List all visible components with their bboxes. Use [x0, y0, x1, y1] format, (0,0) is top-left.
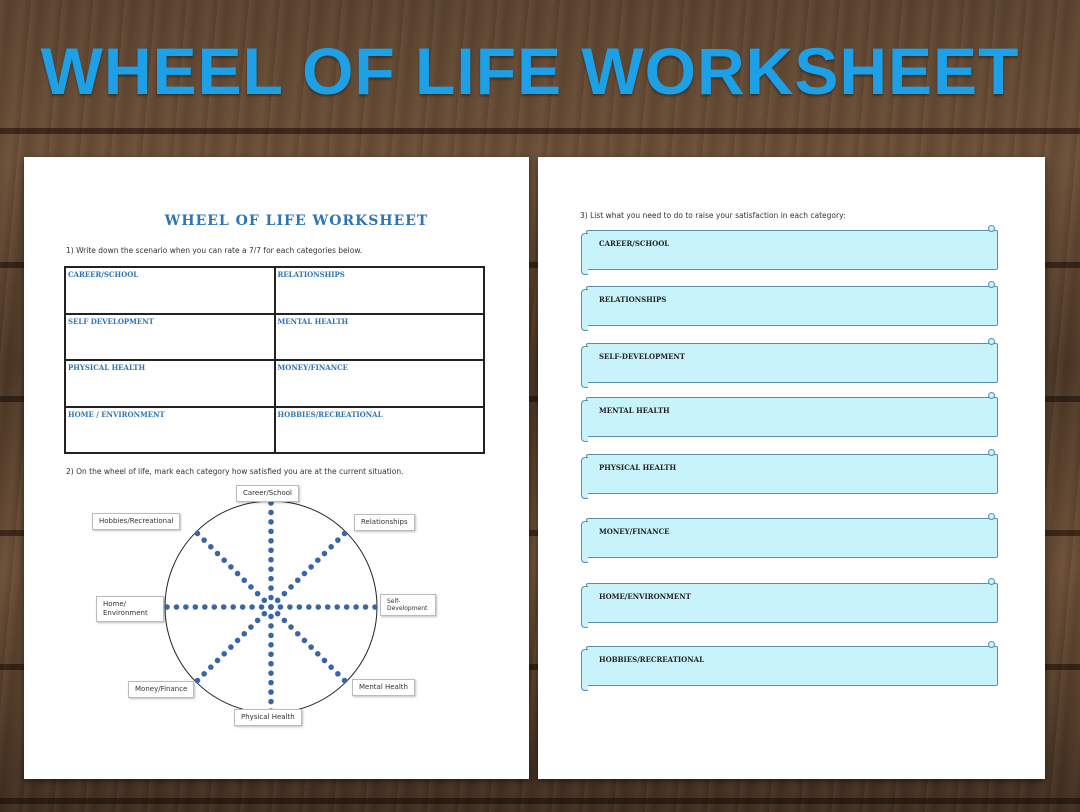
spoke-dot [208, 664, 214, 670]
spoke-dot [240, 604, 246, 610]
spoke-dot [221, 604, 227, 610]
spoke-dot [268, 585, 274, 591]
spoke-dot [248, 584, 254, 590]
spoke-dot [221, 557, 227, 563]
grid-cell-relationships[interactable]: RELATIONSHIPS [275, 267, 485, 314]
grid-cell-career[interactable]: CAREER/SCHOOL [65, 267, 275, 314]
banner-title: WHEEL OF LIFE WORKSHEET [40, 34, 1020, 108]
spoke-dot [259, 604, 265, 610]
spoke-dot [215, 551, 221, 557]
spoke-dot [308, 644, 314, 650]
spoke-dot [268, 623, 274, 629]
spoke-dot [275, 598, 281, 604]
spoke-dot [268, 614, 274, 620]
scroll-label-self-development: SELF-DEVELOPMENT [599, 352, 686, 361]
spoke-dot [306, 604, 312, 610]
instruction-3: 3) List what you need to do to raise your satisfaction in each category: [580, 211, 846, 220]
wheel-spoke-bottom-left [195, 611, 267, 683]
spoke-dot [268, 670, 274, 676]
spoke-dot [195, 678, 201, 684]
wheel-spoke-top [268, 500, 274, 600]
instruction-1: 1) Write down the scenario when you can rate a 7/7 for each categories below. [66, 246, 363, 255]
spoke-dot [268, 651, 274, 657]
spoke-dot [249, 604, 255, 610]
spoke-dot [342, 531, 348, 537]
spoke-dot [208, 544, 214, 550]
spoke-dot [334, 604, 340, 610]
spoke-dot [315, 604, 321, 610]
wheel-label-relationships: Relationships [354, 514, 415, 531]
spoke-dot [262, 598, 268, 604]
spoke-dot [211, 604, 217, 610]
spoke-dot [235, 638, 241, 644]
spoke-dot [268, 689, 274, 695]
wheel-label-hobbies: Hobbies/Recreational [92, 513, 180, 530]
spoke-dot [248, 624, 254, 630]
spoke-dot [282, 591, 288, 597]
spoke-dot [228, 644, 234, 650]
grid-cell-money-finance[interactable]: MONEY/FINANCE [275, 360, 485, 407]
spoke-dot [255, 591, 261, 597]
scroll-label-mental-health: MENTAL HEALTH [599, 406, 670, 415]
scroll-label-career: CAREER/SCHOOL [599, 239, 670, 248]
spoke-dot [268, 642, 274, 648]
scroll-money-finance[interactable] [586, 518, 998, 558]
grid-cell-physical-health[interactable]: PHYSICAL HEALTH [65, 360, 275, 407]
spoke-dot [262, 611, 268, 617]
spoke-dot [230, 604, 236, 610]
spoke-dot [221, 651, 227, 657]
spoke-dot [302, 638, 308, 644]
spoke-dot [288, 584, 294, 590]
spoke-dot [201, 537, 207, 543]
spoke-dot [275, 611, 281, 617]
spoke-dot [322, 551, 328, 557]
wheel-label-money-finance: Money/Finance [128, 681, 194, 698]
spoke-dot [335, 671, 341, 677]
spoke-dot [183, 604, 189, 610]
spoke-dot [278, 604, 284, 610]
wheel-spoke-top-right [275, 531, 347, 603]
spoke-dot [215, 658, 221, 664]
spoke-dot [228, 564, 234, 570]
spoke-dot [193, 604, 199, 610]
spoke-dot [282, 618, 288, 624]
spoke-dot [302, 571, 308, 577]
scenario-grid [64, 266, 485, 454]
instruction-2: 2) On the wheel of life, mark each category how satisfied you are at the current situation. [66, 467, 404, 476]
spoke-dot [268, 538, 274, 544]
scroll-home-environment[interactable] [586, 583, 998, 623]
spoke-dot [241, 577, 247, 583]
spoke-dot [288, 624, 294, 630]
scroll-label-relationships: RELATIONSHIPS [599, 295, 667, 304]
wheel-of-life [86, 481, 456, 731]
worksheet-title: WHEEL OF LIFE WORKSHEET [164, 213, 429, 229]
spoke-dot [268, 510, 274, 516]
scroll-physical-health[interactable] [586, 454, 998, 494]
spoke-dot [235, 571, 241, 577]
grid-cell-mental-health[interactable]: MENTAL HEALTH [275, 314, 485, 361]
spoke-dot [295, 631, 301, 637]
spoke-dot [195, 531, 201, 537]
spoke-dot [322, 658, 328, 664]
spoke-dot [202, 604, 208, 610]
spoke-dot [287, 604, 293, 610]
wheel-label-home-environment: Home/ Environment [96, 596, 164, 622]
spoke-dot [241, 631, 247, 637]
wheel-label-career: Career/School [236, 485, 299, 502]
spoke-dot [268, 557, 274, 563]
scroll-label-physical-health: PHYSICAL HEALTH [599, 463, 677, 472]
wheel-hub [268, 604, 274, 610]
spoke-dot [268, 633, 274, 639]
spoke-dot [268, 680, 274, 686]
spoke-dot [295, 577, 301, 583]
spoke-dot [268, 529, 274, 535]
spoke-dot [328, 664, 334, 670]
wheel-spoke-left [164, 604, 264, 610]
spoke-dot [315, 651, 321, 657]
scroll-label-hobbies: HOBBIES/RECREATIONAL [599, 655, 705, 664]
wheel-spoke-top-left [195, 531, 267, 603]
spoke-dot [344, 604, 350, 610]
scroll-career[interactable] [586, 230, 998, 270]
scroll-self-development[interactable] [586, 343, 998, 383]
scroll-mental-health[interactable] [586, 397, 998, 437]
spoke-dot [372, 604, 378, 610]
wheel-spoke-right [278, 604, 378, 610]
spoke-dot [201, 671, 207, 677]
spoke-dot [363, 604, 369, 610]
spoke-dot [268, 547, 274, 553]
grid-cell-hobbies[interactable]: HOBBIES/RECREATIONAL [275, 407, 485, 454]
spoke-dot [335, 537, 341, 543]
grid-cell-home-environment[interactable]: HOME / ENVIRONMENT [65, 407, 275, 454]
wheel-label-mental-health: Mental Health [352, 679, 415, 696]
scroll-hobbies[interactable] [586, 646, 998, 686]
spoke-dot [268, 661, 274, 667]
scroll-relationships[interactable] [586, 286, 998, 326]
spoke-dot [174, 604, 180, 610]
scroll-label-money-finance: MONEY/FINANCE [599, 527, 670, 536]
spoke-dot [268, 595, 274, 601]
scroll-label-home-environment: HOME/ENVIRONMENT [599, 592, 691, 601]
spoke-dot [268, 519, 274, 525]
spoke-dot [297, 604, 303, 610]
spoke-dot [268, 576, 274, 582]
wheel-spoke-bottom-right [275, 611, 347, 683]
worksheet-page-right [538, 157, 1045, 779]
worksheet-page-left [24, 157, 529, 779]
spoke-dot [315, 557, 321, 563]
wheel-spoke-bottom [268, 614, 274, 714]
wheel-label-self-development: Self-Development [380, 594, 436, 616]
spoke-dot [268, 699, 274, 705]
spoke-dot [255, 618, 261, 624]
spoke-dot [308, 564, 314, 570]
spoke-dot [342, 678, 348, 684]
spoke-dot [325, 604, 331, 610]
spoke-dot [268, 566, 274, 572]
wheel-label-physical-health: Physical Health [234, 709, 302, 726]
spoke-dot [328, 544, 334, 550]
spoke-dot [353, 604, 359, 610]
grid-cell-self-development[interactable]: SELF DEVELOPMENT [65, 314, 275, 361]
spoke-dot [164, 604, 170, 610]
